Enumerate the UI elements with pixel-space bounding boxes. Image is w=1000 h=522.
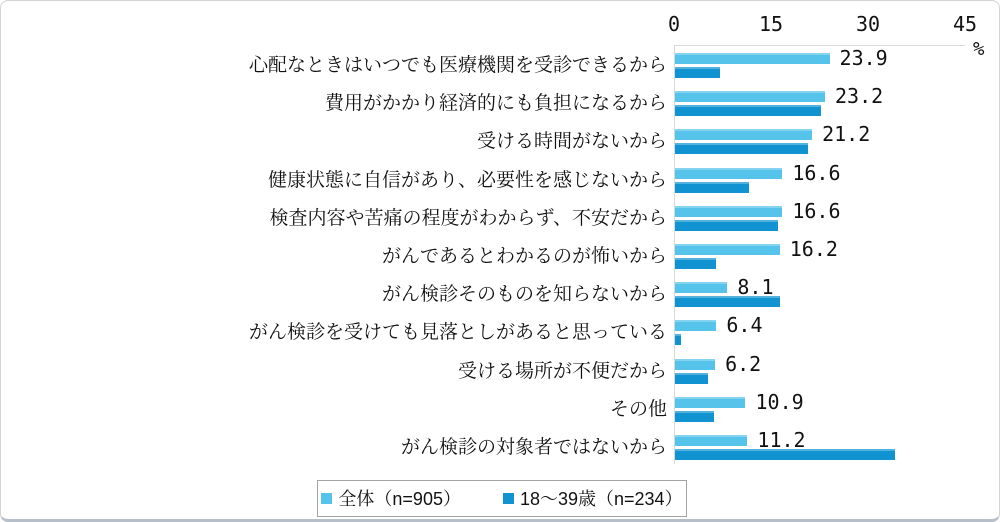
bar-zentai bbox=[675, 397, 745, 408]
bar-18-39 bbox=[675, 258, 716, 269]
bar-18-39 bbox=[675, 143, 808, 154]
bar-18-39 bbox=[675, 182, 749, 193]
x-axis-tick: 30 bbox=[855, 12, 881, 36]
category-label: 費用がかかり経済的にも負担になるから bbox=[324, 93, 667, 115]
value-label: 16.2 bbox=[789, 237, 838, 261]
bar-18-39 bbox=[675, 334, 681, 345]
bar-zentai bbox=[675, 244, 780, 255]
bar-zentai bbox=[675, 282, 727, 293]
value-label: 8.1 bbox=[737, 275, 774, 300]
value-label: 11.2 bbox=[757, 428, 806, 452]
x-axis-tick: 45 bbox=[952, 12, 978, 36]
legend-swatch-icon bbox=[321, 493, 332, 504]
chart-legend bbox=[317, 480, 687, 517]
legend-item bbox=[321, 489, 461, 509]
x-axis-tick: 0 bbox=[667, 12, 681, 36]
bar-zentai bbox=[675, 435, 747, 446]
x-axis-tick: 15 bbox=[758, 12, 784, 36]
category-label: 健康状態に自信があり、必要性を感じないから bbox=[267, 169, 667, 191]
legend-label: 全体（n=905） bbox=[338, 488, 461, 509]
category-label: がん検診の対象者ではないから bbox=[400, 437, 667, 458]
value-label: 16.6 bbox=[792, 198, 841, 223]
legend-swatch-icon bbox=[503, 493, 514, 504]
category-label: 受ける場所が不便だから bbox=[457, 360, 667, 382]
bar-18-39 bbox=[675, 67, 720, 78]
bar-zentai bbox=[675, 91, 825, 102]
bar-zentai bbox=[675, 129, 812, 140]
value-label: 23.9 bbox=[839, 46, 888, 70]
axis-unit-label: % bbox=[973, 38, 985, 60]
value-label: 10.9 bbox=[755, 389, 804, 414]
category-label: がん検診を受けても見落としがあると思っている bbox=[248, 322, 667, 344]
value-label: 6.2 bbox=[725, 351, 762, 376]
bar-zentai bbox=[675, 206, 782, 217]
legend-label: 18～39歳（n=234） bbox=[519, 488, 683, 509]
axis-top-line bbox=[674, 45, 965, 46]
value-label: 23.2 bbox=[835, 84, 884, 109]
category-label: 検査内容や苦痛の程度がわからず、不安だから bbox=[269, 207, 667, 229]
category-label: がん検診そのものを知らないから bbox=[381, 284, 667, 306]
bar-18-39 bbox=[675, 105, 821, 116]
bar-zentai bbox=[675, 320, 716, 331]
bar-zentai bbox=[675, 53, 830, 64]
bar-18-39 bbox=[675, 411, 714, 422]
legend-item bbox=[503, 489, 683, 509]
category-label: 受ける時間がないから bbox=[476, 131, 667, 153]
bar-18-39 bbox=[675, 373, 708, 384]
bar-zentai bbox=[675, 359, 715, 370]
value-label: 6.4 bbox=[726, 313, 763, 338]
bar-18-39 bbox=[675, 220, 778, 231]
value-label: 16.6 bbox=[792, 160, 841, 185]
category-label: その他 bbox=[609, 398, 667, 420]
category-label: 心配なときはいつでも医療機関を受診できるから bbox=[248, 55, 667, 76]
value-label: 21.2 bbox=[822, 122, 871, 147]
category-label: がんであるとわかるのが怖いから bbox=[381, 246, 667, 267]
bar-zentai bbox=[675, 168, 782, 179]
